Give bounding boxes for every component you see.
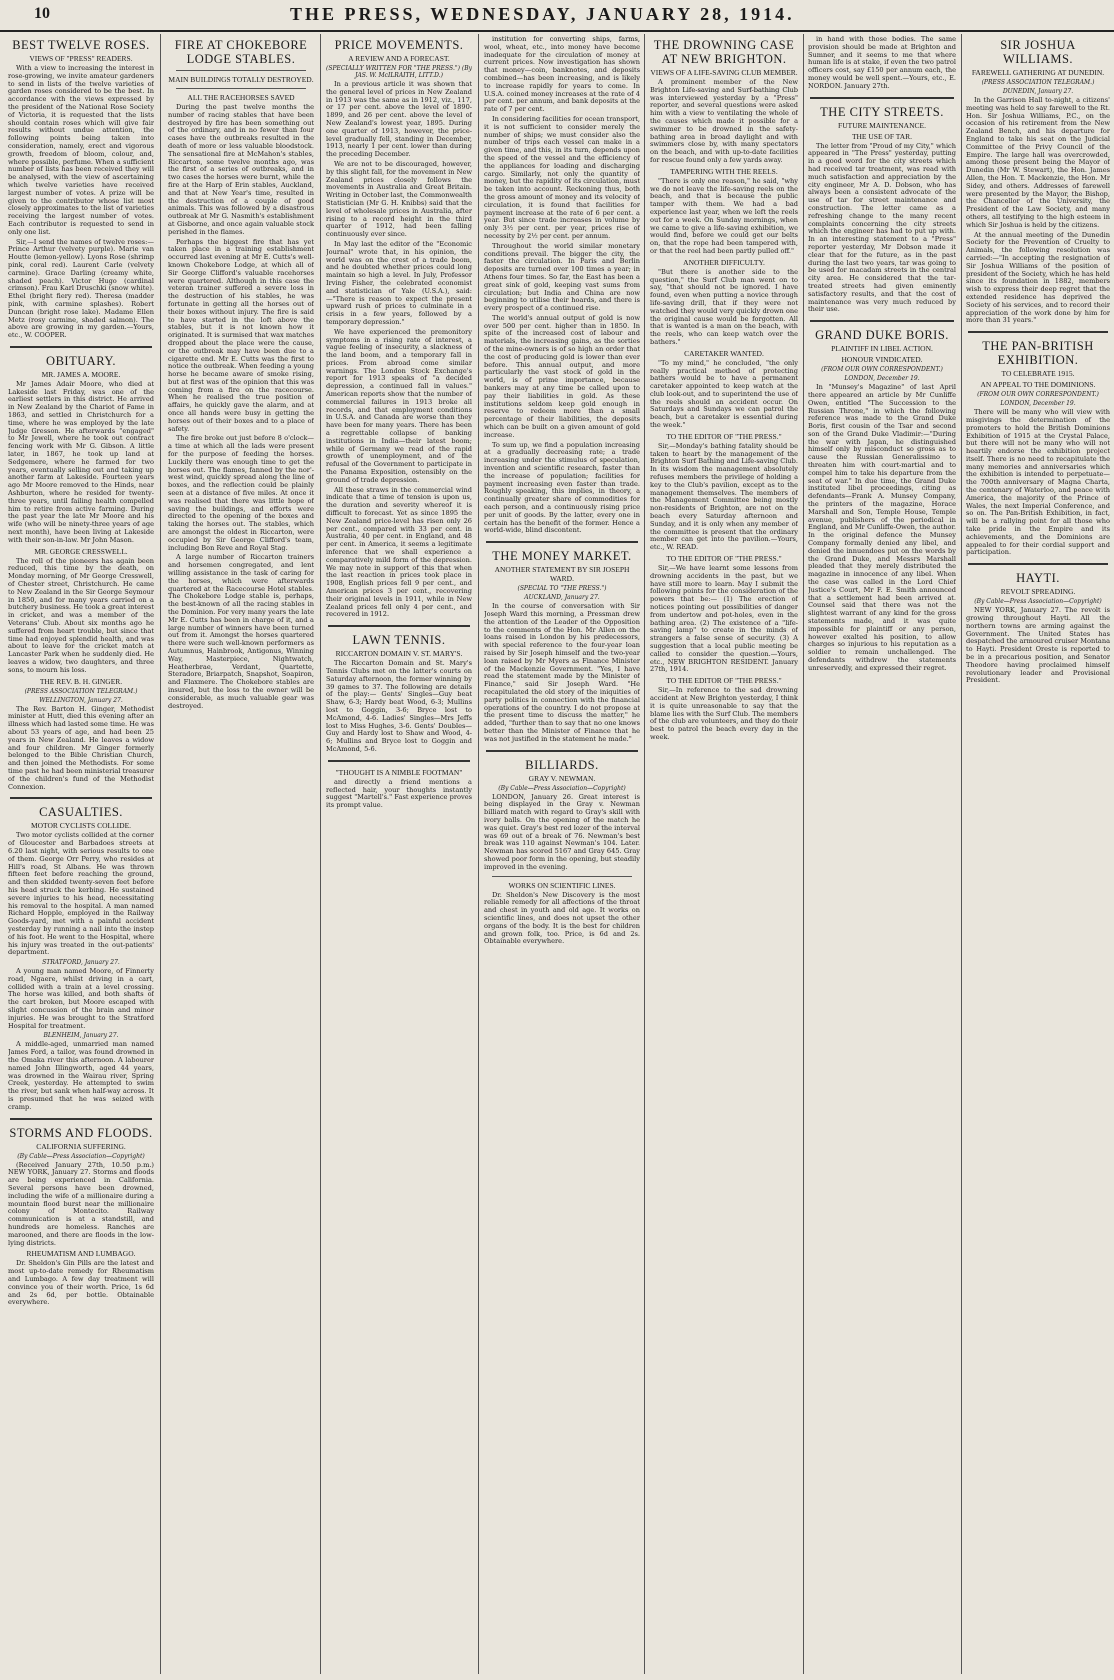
headline-price: PRICE MOVEMENTS. [334,38,464,52]
credit-boris: (FROM OUR OWN CORRESPONDENT.) [821,366,943,374]
column-rule [478,34,479,1674]
headline-lawn-tennis: LAWN TENNIS. [352,633,446,648]
column-2 [168,36,314,1676]
column-rule [803,34,804,1674]
article-billiards: LONDON, January 26. Great interest is being displayed in the Gray v. Newman billiard match with regard to Gray's skill with ivory balls. On the opening of the match he was quiet. Gray's best red lozer of the interval was 69 out of a break of 76. Newman's best break was 110 against Newman's 104. Later. Newman has scored 5167 and Gray 645. Gray showed poor form in the opening, but steadily improved in the evening. [484,792,640,871]
credit-ginger: (PRESS ASSOCIATION TELEGRAM.) [24,687,138,695]
column-1 [8,36,154,1676]
subhead-honour: HONOUR VINDICATED. [841,355,923,365]
headline-obituary: OBITUARY. [46,353,116,368]
headline-city-streets: THE CITY STREETS. [820,104,944,119]
column-5 [650,36,798,1676]
column-7 [966,36,1110,1676]
letter-2: Sir,—We have learnt some lessons from drowning accidents in the past, but we have still more to learn. May I submit the following points for the consideration of the powers that be:— (1) The erection of notices pointing out possibilities of danger from undertow and pot-holes, even in the bathing area. (2) The existence of a "life-saving lamp" to create in the minds of strangers a false sense of security. (3) A suggestion that a local public meeting be called to consider the question.—Yours, etc., NEW BRIGHTON RESIDENT. January 27th, 1914. [650,564,798,674]
letter-1-heading: TO THE EDITOR OF "THE PRESS." [666,431,782,441]
article-fire-1: During the past twelve months the number of racing stables that have been destroyed by fire has been something out of the ordinary, and in no fewer than four cases have the outbreaks resulted in the death of more or less valuable bloodstock. The sensational fire at McMahon's stables, Riccarton, some twelve months ago, was the first of a series of outbreaks, and in two cases the horses were burnt, while the fire at the Harp of Erin stables, Auckland, and that at New Year's time, resulted in the destruction of a couple of good animals. This was followed by a disastrous outbreak at Mr G. Nasmith's establishment at Gisborne, and once again valuable stock perished in the flames. [168,103,314,236]
article-cresswell: The roll of the pioneers has again been reduced, this time by the death, on Monday morning, of Mr George Cresswell, of Chester street, Christchurch. He came to New Zealand in the Sir George Seymour in 1850, and for many years carried on a butchery business. He took a great interest in cricket, and was a member of the Veterans' Club. About six months ago he suffered from heart trouble, but since that time had enjoyed splendid health, and was about to leave for the cricket match at Lancaster Park when he suddenly died. He leaves a widow, two daughters, and three sons, to mourn his loss. [8,556,154,674]
article-fire-4: A large number of Riccarton trainers and horsemen congregated, and lent willing assistance in the task of caring for the horses, which were afterwards quartered at the Racecourse Hotel stables. The Chokebore Lodge stable is, perhaps, the best-known of all the racing stables in the Dominion. For very many years the late Mr E. Cutts has been in charge of it, and a large number of winners have been turned out from it. Amongst the horses quartered there were such well-known performers as Autumnus, Hainbrook, Antigonus, Winning Way, Masterpiece, Nightwatch, Heatherbrae, Verdant, Quartette, Steradore, Briarpatch, Snapshot, Soapiron, and Flaxmere. The Chokebore stables are insured, but the loss to the owner will be considerable, as much valuable gear was destroyed. [168,553,314,710]
credit-price: (SPECIALLY WRITTEN FOR "THE PRESS.") (By JAS. W. McILRAITH, LITT.D.) [326,65,472,79]
headline-billiards: BILLIARDS. [525,757,599,772]
letter-1: Sir,—Monday's bathing fatality should be taken to heart by the management of the Brighton Surf Bathing and Life-saving Club. In its wisdom the management absolutely refuses members the privilege of holding a key to the Club's pavilion, except as to the management themselves. The members of the Management Committee being mostly non-residents of Brighton, are not on the beach every Saturday afternoon and Sunday, and it is only when any member of the committee is present that the ordinary member can get into the pavilion.—Yours, etc., W. READ. [650,441,798,552]
article-williams-2: At the annual meeting of the Dunedin Society for the Prevention of Cruelty to Animals, the following resolution was carried:—"In accepting the resignation of Sir Joshua Williams of the position of president of the Society, which he has held since its foundation in 1882, members wish to express their deep regret that the extended residence has deprived the Society of his services, and to record their appreciation of the work done by him for more than 31 years." [966,230,1110,325]
dateline-ginger: WELLINGTON, January 27. [39,696,123,704]
headline-storms: STORMS AND FLOODS. [9,1125,153,1140]
credit-money-market: (SPECIAL TO "THE PRESS.") [517,585,607,593]
credit-hayti: (By Cable—Press Association—Copyright) [974,598,1102,606]
divider [486,750,638,752]
dateline-blenheim: BLENHEIM, January 27. [43,1032,119,1040]
article-ginger: The Rev. Barton H. Ginger, Methodist minister at Hutt, died this evening after an illness which had lasted some time. He was about 53 years of age, and had been 25 years in New Zealand. He leaves a widow and four children. Mr Ginger formerly belonged to the Bible Christian Church, and then joined the Methodists. For some time past he had been ministerial treasurer of the children's fund of the Methodist Connexion. [8,704,154,791]
article-price-1: In a previous article it was shown that the general level of prices in New Zealand in 1913 was the same as in 1912, viz., 117, or 17 per cent. above the level of 1890-1899, and 26 per cent. above the level of New Zealand's lowest year, 1895. During one quarter of 1913, however, the price-level gradually fell, standing in December, 1913, nearly 1 per cent. lower than during the preceding December. [326,80,472,159]
subhead-difficulty: ANOTHER DIFFICULTY. [683,257,765,267]
dateline-williams: DUNEDIN, January 27. [1002,88,1074,95]
divider [968,563,1108,565]
subhead-tampering: TAMPERING WITH THE REELS. [670,166,778,176]
letter-3: Sir,—In reference to the sad drowning accident at New Brighton yesterday, I think it is quite unreasonable to say that the blame lies with the Surf Club. The members of the club are volunteers, and they do their best to patrol the beach every day in the week. [650,686,798,741]
subhead-libel: PLAINTIFF IN LIBEL ACTION. [831,344,933,354]
article-boris: In "Munsey's Magazine" of last April there appeared an article by Mr Cunliffe Owen, entitled "The Succession to the Russian Throne," in which the following reference was made to the Grand Duke Boris, first cousin of the Tsar and second son of the Grand Duke Vladimir:—"During the war with Japan, he distinguished himself only by misconduct so gross as to cause the Russian Generalissimo to threaten him with court-martial and to compel him to take his departure from the seat of war." In due time, the Grand Duke instituted libel proceedings, citing as defendants—Frank A. Munsey Company, the printers of the magazine, Horace Marshall and Son, Temple House, Temple avenue, publishers of the periodical in England, and Mr Cunliffe-Owen, the author. In the original defence the Munsey Company formally denied any libel, and denied the innuendoes put on the words by the Grand Duke, and Messrs Marshall pleaded that they merely distributed the magazine in innocence of any libel. When the case was called in the Lord Chief Justice's Court, Mr F. E. Smith announced that a settlement had been arrived at. Counsel said that there was not the slightest warrant of any kind for the gross statements made, and it was quite impossible for plaintiff or any person, however exalted his position, to allow charges so injurious to his reputation as a soldier to remain unchallenged. The defendants withdrew the statements unreservedly, and expressed their regret. [808,383,956,672]
subhead-fire-2: ALL THE RACEHORSES SAVED [187,93,295,102]
column-3 [326,36,472,1676]
subhead-roses: VIEWS OF "PRESS" READERS. [29,54,133,63]
divider [176,70,306,71]
article-storms: (Received January 27th, 10.50 p.m.) NEW YORK, January 27. Storms and floods are being experienced in California. Several persons have been drowned, including the wife of a millionaire during a mountain flood burst near the millionaire colony of Montecito. Railway communication is at a standstill, and hundreds are homeless. Ranches are marooned, and there are floods in the low-lying districts. [8,1160,154,1247]
article-drowning-4: "To my mind," he concluded, "the only really practical method of protecting bathers would be to have a permanent caretaker appointed to keep watch at the club look-out, and to superintend the use of the reels should an accident occur. On Saturdays and Sundays we can patrol the beach, but a caretaker is essential during the week." [650,358,798,430]
divider [10,346,152,348]
article-price-9: The world's annual output of gold is now over 500 per cent. higher than in 1850. In spite of the increased cost of labour and materials, the increasing gains, as the sorties of the mine-owners is of so high an order that the cost of producing gold is lower than ever before. This annual output, and more particularly the vast stock of gold in the world, is of prime importance, because bankers may at any time be called upon to pay their liabilities in gold. As these institutions seldom keep gold enough in reserve to redeem more than a small percentage of their liabilities, the deposits which can be built on a given amount of gold increase. [484,313,640,439]
dateline-stratford: STRATFORD, January 27. [42,959,120,967]
headline-drowning: THE DROWNING CASE AT NEW BRIGHTON. [653,38,795,66]
dateline-exhibition: LONDON, December 19. [1000,400,1076,408]
subhead-caretaker: CARETAKER WANTED. [684,348,764,358]
article-price-2: We are not to be discouraged, however, by this slight fall, for the movement in New Zealand prices closely follows the movements in Australia and Great Britain. Writing in October last, the Commonwealth Statistician (Mr G. H. Knibbs) said that the level of wholesale prices in Australia, after rising to a record height in the third quarter of 1912, had been falling continuously ever since. [326,159,472,239]
column-rule [320,34,321,1674]
article-fire-2: Perhaps the biggest fire that has yet taken place in a training establishment occurred last evening at Mr E. Cutts's well-known Chokebore Lodge, at which all of Sir George Clifford's valuable racehorses were quartered. Although in this case the veteran trainer suffered a severe loss in the destruction of his stables, he was fortunate in getting all the horses out of their boxes without injury. The fire is said to have started in the loft above the stables, but it is not known how it originated. It is surmised that wax matches dropped about the place were the cause, or the outbreak may have been due to a cigarette end. Mr E. Cutts was the first to notice the outbreak. When feeding a young horse he became aware of smoke rising, but at first was of the opinion that this was coming from a fire on the racecourse. When he realised the true position of affairs, he quickly gave the alarm, and at once all hands were busy in getting the horses out of their boxes and to a place of safety. [168,237,314,433]
article-roses: With a view to increasing the interest in rose-growing, we invite amateur gardeners to send in lists of the twelve varieties of garden roses considered to be the best. In accordance with the views expressed by the president of the National Rose Society of Victoria, it is requested that the lists should contain roses which will give fair results without undue attention, the following points being taken into consideration, namely, erect and vigorous growth, freedom of bloom, colour, and, where possible, perfume. When a sufficient number of lists has been received they will be analysed, with the view of ascertaining which twelve varieties have received largest number of votes. A prize will be given to the contributor whose list most closely approximates to the list of varieties receiving the largest number of votes. Each contributor is requested to send in only one list. [8,64,154,236]
column-rule [961,34,962,1674]
divider [810,97,954,99]
subhead-motor: MOTOR CYCLISTS COLLIDE. [30,821,132,831]
headline-williams: SIR JOSHUA WILLIAMS. [1000,38,1076,66]
article-drowning-1: A prominent member of the New Brighton Life-saving and Surf-bathing Club was interviewed yesterday by a "Press" reporter, and several questions were asked him with a view to ventilating the whole of the causes which made it possible for a swimmer to be drowned in the safety-bathing area in broad daylight and with swimmers close by, with many spectators on the beach, and with up-to-date facilities for rescue found only a few yards away. [650,78,798,164]
article-price-6: institution for converting ships, farms, wool, wheat, etc., into money have become inadequate for the circulation of money at current prices. Now investigation has shown that money—coin, banknotes, and deposits combined—has been increasing, and is likely to increase rapidly for years to come. In U.S.A. coined money increases at the rate of 4 per cent. per annum, and bank deposits at the rate of 7 per cent. [484,36,640,114]
headline-money-market: THE MONEY MARKET. [492,549,632,564]
subhead-drowning: VIEWS OF A LIFE-SAVING CLUB MEMBER. [650,68,798,77]
advert-martells: and directly a friend mentions a reflected hair, your thoughts instantly suggest "Martell's." Fast experience proves its prompt value. [326,777,472,810]
subhead-fire-1: MAIN BUILDINGS TOTALLY DESTROYED. [168,75,314,84]
article-fire-3: The fire broke out just before 8 o'clock—a time at which all the lads were present for the purpose of feeding the horses. Luckily there was enough time to get the horses out. The flames, fanned by the nor'-west wind, quickly spread along the line of boxes, and the reflection could be plainly seen at a distance of five miles. At once it was realised that there was little hope of saving the buildings, and efforts were directed to the opening of the boxes and taking the horses out. The stables, which are amongst the oldest in Riccarton, were occupied by Sir George Clifford's team, including Bon Reve and Royal Stag. [168,434,314,552]
page-number: 10 [34,5,50,22]
headline-exhibition: THE PAN-BRITISH EXHIBITION. [982,339,1094,368]
newspaper-title: THE PRESS, WEDNESDAY, JANUARY 28, 1914. [290,4,795,24]
credit-storms: (By Cable—Press Association—Copyright) [17,1152,145,1160]
advert-gin-pills: Dr. Sheldon's Gin Pills are the latest and most up-to-date remedy for Rheumatism and Lumbago. A few day treatment will convince you of their worth. Price, 1s 6d and 2s 6d, per bottle. Obtainable everywhere. [8,1259,154,1307]
divider [810,320,954,322]
column-rule [160,34,161,1674]
credit-exhibition: (FROM OUR OWN CORRESPONDENT.) [977,391,1099,399]
article-money-market: In the course of conversation with Sir Joseph Ward this morning, a Pressman drew the attention of the Leader of the Opposition to the comments of the Hon. Mr Allen on the loans raised in London by his predecessors, with special reference to the four-year loan raised by Sir Joseph himself and the two-year loan raised by Mr Myers as Finance Minister of the Mackenzie Government. "Yes, I have read the statement made by the Minister of Finance," said Sir Joseph Ward. "He recapitulated the old story of the iniquities of party politics in connection with the financial operations of the country. I do not propose at the present time to discuss the matter," he added, "further than to say that no one knows better than the Minister of Finance that he was not justified in the statement he made." [484,602,640,743]
advert-new-discovery: Dr. Sheldon's New Discovery is the most reliable remedy for all affections of the throat and chest in youth and old age. It works on scientific lines, and does not upset the other organs of the body. It is the best for children and grown folk, too. Price, is 6d and 2s. Obtainable everywhere. [484,890,640,946]
headline-boris: GRAND DUKE BORIS. [815,328,949,343]
letter-2-heading: TO THE EDITOR OF "THE PRESS." [666,554,782,564]
letter-nordon: in hand with those bodies. The same provision should be made at Brighton and Sumner, and it seems to me that where human life is at stake, if even the two patrol officers cost, say £150 per annum each, the money would be well spent.—Yours, etc., E. NORDON. January 27th. [808,36,956,90]
article-casualties: Two motor cyclists collided at the corner of Gloucester and Barbadoes streets at 6.20 last night, with serious results to one of them. George Orr Perry, who resides at Hill's road, St Albans. He was thrown fifteen feet before reaching the ground, and then skidded twenty-seven feet before his head struck the kerbing. He sustained severe injuries to his head, necessitating his removal to the hospital. A man named Richard Hopple, employed in the Railway Goods-yard, met with a painful accident yesterday by running a nail into the instep of his foot. He went to the Hospital, where his injury was treated in the out-patients' department. [8,831,154,957]
divider [10,797,152,799]
divider [328,625,470,627]
subhead-cresswell: MR. GEORGE CRESSWELL. [34,546,128,556]
credit-williams: (PRESS ASSOCIATION TELEGRAM.) [981,79,1095,86]
headline-fire: FIRE AT CHOKEBORE LODGE STABLES. [174,38,308,66]
divider [968,331,1108,333]
headline-casualties: CASUALTIES. [39,805,123,820]
article-drowning-3: "But there is another side to the question," the Surf Club man went on to say, "that should not be ignored. I have found, even when putting a novice through life-saving drill, that if they were not watched they would very quickly drown one the original cause would be forgotten. All that is wanted is a man on the beach, with the reels, who can keep watch over the bathers." [650,267,798,346]
credit-billiards: (By Cable—Press Association—Copyright) [498,784,626,792]
headline-works: WORKS ON SCIENTIFIC LINES. [508,880,616,890]
headline-hayti: HAYTI. [1016,571,1060,586]
article-price-3: In May last the editor of the "Economic Journal" wrote that, in his opinion, the world was on the crest of a trade boom, and he doubted whether prices could long maintain so high a level. In July, Professor Irving Fisher, the celebrated economist and statistician of Yale (U.S.A.), said:—"There is reason to expect the present upward rush of prices to culminate in a crisis in a few years, followed by a temporary depression." [326,239,472,326]
article-lawn-tennis: The Riccarton Domain and St. Mary's Tennis Clubs met on the latter's courts on Saturday afternoon, the former winning by 39 games to 37. The following are details of the play:— Gents' Singles—Guy beat Shaw, 6-3; Hardy beat Wood, 6-3; Mullins lost to Goggin, 3-6; Bryce lost to McAmond, 4-6. Ladies' Singles—Mrs Jeffs lost to Miss Hughes, 3-6. Gents' Doubles—Guy and Hardy lost to Shaw and Wood, 4-6; Mullins and Bryce lost to Goggin and McAmond, 5-6. [326,659,472,753]
article-exhibition: There will be many who will view with misgivings the determination of the promoters to hold the British Dominions Exhibition of 1915 at the Crystal Palace, but there will not be many who will not heartily endorse the exhibition project itself. There is no need to recapitulate the many memories and anniversaries which the exhibition is intended to perpetuate—the 700th anniversary of Magna Charta, the centenary of Waterloo, and peace with America, the majority of the Prince of Wales, the next Imperial Conference, and so on. The Pan-British Exhibition, in fact, will be a rallying point for all those who take pride in the Empire and its achievements, and the Dominions are appealed to for their cordial support and participation. [966,408,1110,557]
article-price-7: In considering facilities for ocean transport, it is not sufficient to consider merely the number of ships; we must consider also the number of trips each vessel can make in a given time, and this, in its turn, depends upon the speed of the vessel and the efficiency of the appliances for loading and discharging cargo. Similarly, not only the quantity of money, but the rapidity of its circulation, must be taken into account. Reckoning thus, both the gross amount of money and its velocity of circulation, it is found that facilities for payment increase at the rate of 6 per cent. a year. But since trade increases in volume by only 3½ per cent. per year, prices rise of necessity by 2½ per cent. per annum. [484,114,640,240]
article-blenheim: A middle-aged, unmarried man named James Ford, a tailor, was found drowned in the Omaka river this afternoon. A labourer named John Illingworth, aged 44 years, was drowned in the Wairau river, Spring Creek, yesterday. He attempted to swim the river, but sank when half-way across. It is presumed that he was seized with cramp. [8,1040,154,1111]
subhead-farewell: FAREWELL GATHERING AT DUNEDIN. [971,68,1105,77]
article-roses-list: Sir,—I send the names of twelve roses:— Prince Arthur (velvety purple). Marie van Houtte (lemon-yellow). Lyons Rose (shrimp pink, coral red). Laurent Carle (velvety carmine). Grace Darling (creamy white, shaded peach). Victor Hugo (cardinal crimson). Frau Karl Druschki (snow white). Ethel (bright fiery red). Theresa (madder pink, with carmine splashes). Robert Duncan (bright rose lake). Madame Ellen Metz (rosy carmine, shaded salmon). The above are growing in my garden.—Yours, etc., W. COOPER. [8,237,154,340]
column-4 [484,36,640,1676]
article-williams: In the Garrison Hall to-night, a citizens' meeting was held to say farewell to the Rt. Hon. Sir Joshua Williams, P.C., on the occasion of his retirement from the New Zealand Bench, and his departure for England to take his seat on the Judicial Committee of the Privy Council of the Empire. The large hall was overcrowded, among those present being the Mayor of Dunedin (Mr W. Stewart), the Hon. James Allen, the Hon. T. Mackenzie, the Hon. Mr Sidey, and others. Addresses of farewell were presented by the Mayor, the Bishop, the Chancellor of the University, the President of the Law Society, and many others, all testifying to the high esteem in which Sir Joshua is held by the citizens. [966,96,1110,229]
headline-thought: "THOUGHT IS A NIMBLE FOOTMAN" [335,767,463,777]
article-city-streets: The letter from "Proud of my City," which appeared in "The Press" yesterday, putting in a good word for the city streets which had received tar treatment, was read with much satisfaction and appreciation by the city engineer, Mr A. D. Dobson, who has always been a consistent advocate of the use of tar for street maintenance and construction. The letter came as a refreshing change to the many recent complaints concerning the city streets which the engineer has had to put up with. In an interesting statement to a "Press" reporter yesterday, Mr Dobson made it clear that for the future, as in the past during the last two years, tar was going to be used for macadam streets in the central city area. He considered that the tar-treated streets had given eminently satisfactory results, and that the cost of maintenance was very much reduced by their use. [808,141,956,314]
article-price-8: Throughout the world similar monetary conditions prevail. The bigger the city, the faster the circulation. In Paris and Berlin deposits are turned over 100 times a year; in Athens four times. So far, the East has been a great sink of gold, keeping vast sums from circulation; but India and China are now beginning to utilise their hoards, and there is every prospect of a continued rise. [484,241,640,313]
divider [10,1118,152,1120]
article-stratford: A young man named Moore, of Finnerty road, Ngaere, whilst driving in a cart, collided with a train at a level crossing. The horse was killed, and both shafts of the cart broken, but Moore escaped with slight concussion of the brain and minor injuries. He was brought to the Stratford Hospital for treatment. [8,967,154,1030]
article-hayti: NEW YORK, January 27. The revolt is growing throughout Hayti. All the northern towns are arming against the Government. The United States has despatched the armoured cruiser Montana to Hayti. President Oreste is reported to be in a precarious position, and Senator Theodore having proclaimed himself revolutionary leader and Provisional President. [966,606,1110,685]
article-price-4: We have experienced the premonitory symptoms in a rising rate of interest, a vague feeling of insecurity, a slackness of the land boom, and a temporary fall in prices. From abroad come similar warnings. The London Stock Exchange's report for 1913 speaks of "a decided depression, a continued fall in values." American reports show that the number of commercial failures in 1913 broke all records, and that employment conditions in U.S.A. and Canada are worse than they have been for many years. There has been a regrettable collapse of banking institutions in India—their latest boom; while of Germany we read of the rapid growth of unemployment, and of the refusal of the Government to participate in the Panama Exposition, ostensibly on the ground of trade depression. [326,327,472,484]
divider [492,876,632,877]
letter-3-heading: TO THE EDITOR OF "THE PRESS." [666,676,782,686]
subhead-ginger: THE REV. B. H. GINGER. [39,676,123,686]
article-moore: Mr James Adair Moore, who died at Lakeside last Friday, was one of the earliest settlers in this district. He arrived in New Zealand by the Chariot of Fame in 1863, and settled in Christchurch for a time, where he was employed by the late Judge Gresson. He afterwards "engaged" to Mr Jewell, where he took out contract fencing work with Mr G. Gibson. A little later, in 1867, he took up land at Sedgemere, where he farmed for two years, eventually selling out and taking up another farm at Lakeside. Fourteen years ago Mr Moore removed to the Hinds, near Ashburton, where he resided for twenty-three years, until failing health compelled him to retire from active farming. During the past year the late Mr Moore and his wife (who will be ninety-three years of age next month), have been living at Lakeside with their son-in-law. Mr John Mason. [8,379,154,544]
subhead-rheumatism: RHEUMATISM AND LUMBAGO. [26,1249,136,1259]
article-price-5: All these straws in the commercial wind indicate that a time of tension is upon us, the duration and severity whereof it is difficult to forecast. Yet as since 1895 the New Zealand price-level has risen only 26 per cent., compared with 33 per cent. in Australia, 40 per cent. in England, and 48 per cent. in America, it seems a legitimate inference that we shall experience a comparatively mild form of the depression. We may note in support of this that when the last reaction in prices took place in 1908, English prices fell 9 per cent., and American prices 3 per cent., recovering their original levels in 1911, while in New Zealand prices fell only 4 per cent., and recovered in 1912. [326,485,472,619]
subhead-lawn-tennis: RICCARTON DOMAIN V. ST. MARY'S. [335,649,463,659]
subhead-moore: MR. JAMES A. MOORE. [41,369,121,379]
subhead-billiards: GRAY V. NEWMAN. [528,773,596,783]
article-price-10: To sum up, we find a population increasing at a gradually decreasing rate; a trade increasing under the stimulus of speculation, invention and scientific research, faster than the increase of population; facilities for payment increasing even faster than trade. Roughly speaking, this implies, in theory, a continually greater share of commodities for each person, and a continuously rising price per unit of goods. By the latter, every one in certain has the benefit of the former. Hence a world-wide, blind discontent. [484,440,640,535]
column-6 [808,36,956,1676]
subhead-california: CALIFORNIA SUFFERING. [36,1141,126,1151]
dateline-boris: LONDON, December 19. [844,375,920,383]
subhead-tar: THE USE OF TAR. [851,131,913,141]
subhead-price: A REVIEW AND A FORECAST. [348,54,450,63]
divider [328,760,470,762]
column-rule [644,34,645,1674]
masthead [0,0,1114,32]
dateline-money-market: AUCKLAND, January 27. [524,594,600,602]
divider [176,88,306,89]
subhead-revolt: REVOLT SPREADING. [1000,587,1076,597]
subhead-money-market: ANOTHER STATEMENT BY SIR JOSEPH WARD. [494,565,630,584]
subhead-appeal: AN APPEAL TO THE DOMINIONS. [980,380,1096,390]
subhead-maintenance: FUTURE MAINTENANCE. [838,120,926,130]
headline-roses: BEST TWELVE ROSES. [12,38,150,52]
divider [486,541,638,543]
article-drowning-2: "There is only one reason," he said, "why we do not leave the life-saving reels on the beach, and that is because the public tamper with them. We had a bad experience last year, when we left the reels out for a week. On Sunday mornings, when we came to give a life-saving exhibition, we would find, before we could get our belts on, that the rope had been tampered with, or that the reel had been partly pulled off." [650,176,798,255]
subhead-1915: TO CELEBRATE 1915. [1001,369,1075,379]
